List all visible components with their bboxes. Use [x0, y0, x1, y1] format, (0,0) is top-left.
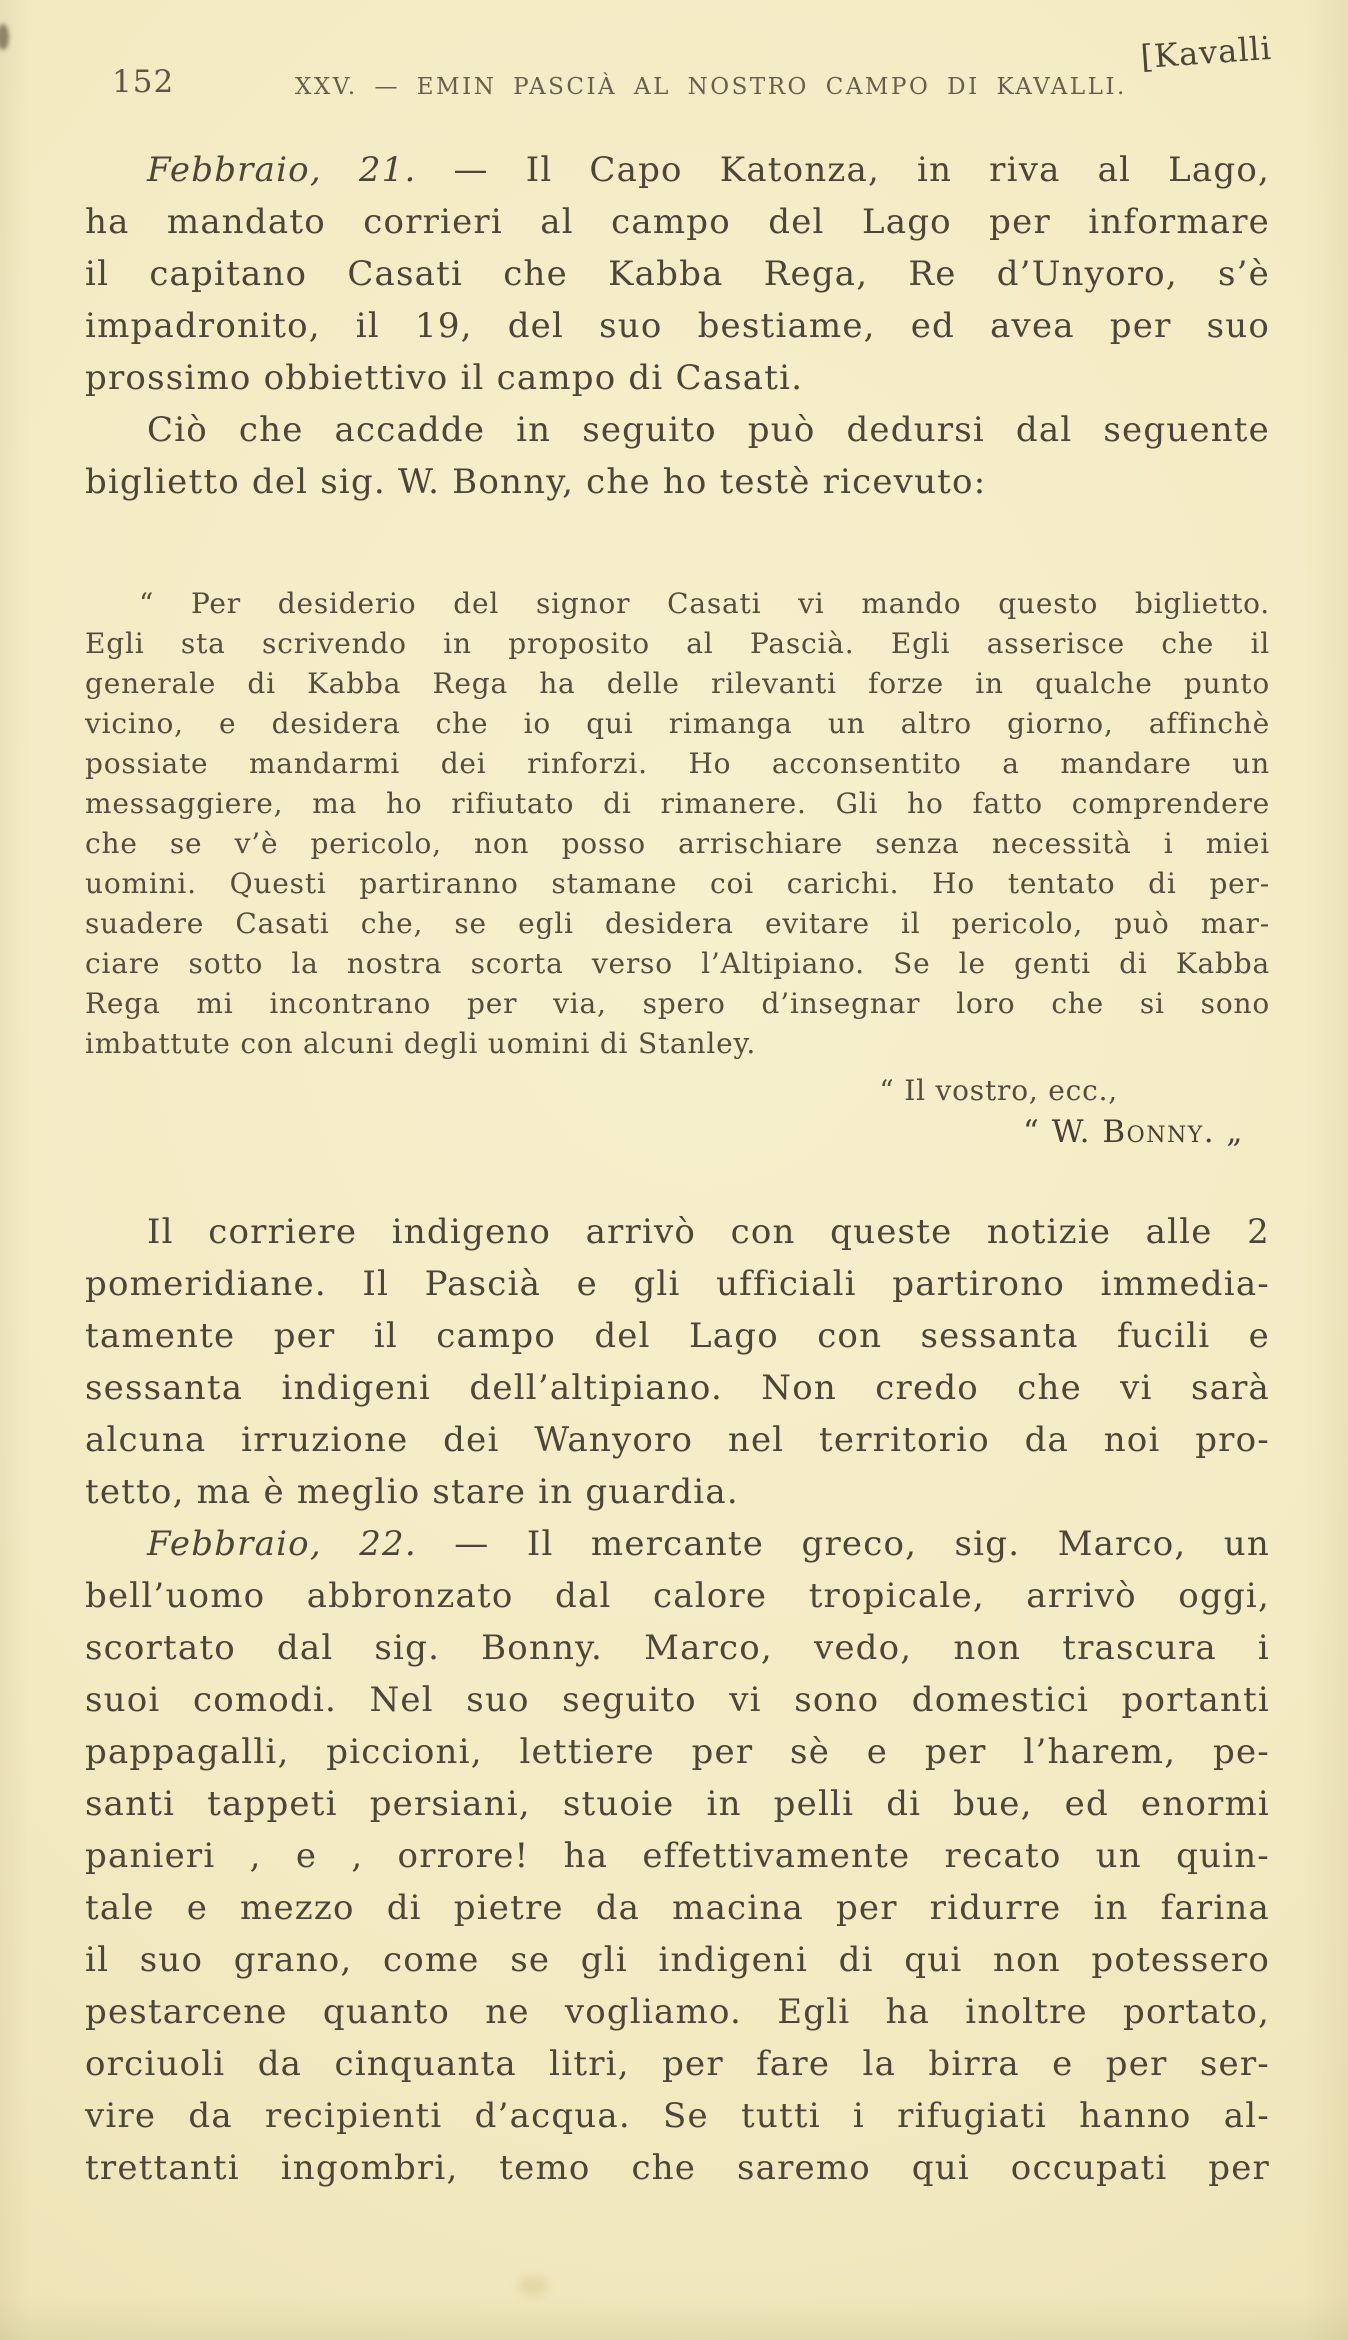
text-line: panieri , e , orrore! ha effettivamente recato un quin-	[85, 1836, 1270, 1876]
running-title: XXV. — EMIN PASCIÀ AL NOSTRO CAMPO DI KAVALLI.	[295, 74, 1127, 100]
text-line: che se v’è pericolo, non posso arrischiare senza necessità i miei	[85, 827, 1270, 860]
text-line: Egli sta scrivendo in proposito al Pascià. Egli asserisce che il	[85, 627, 1270, 660]
text-line: messaggiere, ma ho rifiutato di rimanere. Gli ho fatto comprendere	[85, 787, 1270, 820]
paper-blemish-corner	[0, 24, 9, 50]
text-line: il suo grano, come se gli indigeni di qui non potessero	[85, 1940, 1270, 1980]
text-line: Febbraio, 22. — Il mercante greco, sig. Marco, un	[147, 1524, 1270, 1564]
text-line: Febbraio, 21. — Il Capo Katonza, in riva al Lago,	[147, 150, 1270, 190]
text-line: ha mandato corrieri al campo del Lago per informare	[85, 202, 1270, 242]
text-line: imbattute con alcuni degli uomini di Stanley.	[85, 1027, 757, 1060]
text-line: alcuna irruzione dei Wanyoro nel territorio da noi pro-	[85, 1420, 1270, 1460]
text-line: generale di Kabba Rega ha delle rilevanti forze in qualche punto	[85, 667, 1270, 700]
letter-body	[85, 584, 1270, 1064]
text-line: trettanti ingombri, temo che saremo qui occupati per	[85, 2148, 1270, 2188]
text-line: suoi comodi. Nel suo seguito vi sono domestici portanti	[85, 1680, 1270, 1720]
text-line: “ Per desiderio del signor Casati vi mando questo biglietto.	[139, 587, 1270, 620]
text-line: suadere Casati che, se egli desidera evitare il pericolo, può mar-	[85, 907, 1270, 940]
text-line: uomini. Questi partiranno stamane coi carichi. Ho tentato di per-	[85, 867, 1270, 900]
quoted-letter	[85, 584, 1270, 1153]
text-line: pomeridiane. Il Pascià e gli ufficiali partirono immedia-	[85, 1264, 1270, 1304]
text-line: pappagalli, piccioni, lettiere per sè e per l’harem, pe-	[85, 1732, 1270, 1772]
text-line: santi tappeti persiani, stuoie in pelli di bue, ed enormi	[85, 1784, 1270, 1824]
text-line: tetto, ma è meglio stare in guardia.	[85, 1472, 739, 1512]
text-line: sessanta indigeni dell’altipiano. Non credo che vi sarà	[85, 1368, 1270, 1408]
body-text-upper	[85, 144, 1270, 508]
text-line: impadronito, il 19, del suo bestiame, ed avea per suo	[85, 306, 1270, 346]
text-line: vicino, e desidera che io qui rimanga un altro giorno, affinchè	[85, 707, 1270, 740]
paragraph-il-corriere	[85, 1206, 1270, 1518]
text-line: Ciò che accadde in seguito può dedursi dal seguente	[147, 410, 1270, 450]
paper-blemish-bottom	[518, 2276, 548, 2296]
paragraph-febbraio-21	[85, 144, 1270, 404]
text-line: biglietto del sig. W. Bonny, che ho testè ricevuto:	[85, 462, 987, 502]
text-line: vire da recipienti d’acqua. Se tutti i rifugiati hanno al-	[85, 2096, 1270, 2136]
body-text-lower	[85, 1206, 1270, 2194]
text-line: pestarcene quanto ne vogliamo. Egli ha inoltre portato,	[85, 1992, 1270, 2032]
letter-valediction: “ Il vostro, ecc.,	[879, 1074, 1118, 1107]
text-line: tale e mezzo di pietre da macina per ridurre in farina	[85, 1888, 1270, 1928]
page-number: 152	[112, 64, 175, 100]
text-line: ciare sotto la nostra scorta verso l’Altipiano. Se le genti di Kabba	[85, 947, 1270, 980]
letter-signature: “ W. Bonny. „	[1023, 1114, 1244, 1150]
text-line: Il corriere indigeno arrivò con queste notizie alle 2	[147, 1212, 1270, 1252]
text-line: tamente per il campo del Lago con sessanta fucili e	[85, 1316, 1270, 1356]
text-line: possiate mandarmi dei rinforzi. Ho acconsentito a mandare un	[85, 747, 1270, 780]
paragraph-cio-che-accadde	[85, 404, 1270, 508]
text-line: orciuoli da cinquanta litri, per fare la birra e per ser-	[85, 2044, 1270, 2084]
catchword-kavalli: [Kavalli	[1139, 28, 1274, 76]
text-line: bell’uomo abbronzato dal calore tropicale, arrivò oggi,	[85, 1576, 1270, 1616]
text-line: prossimo obbiettivo il campo di Casati.	[85, 358, 804, 398]
text-line: Rega mi incontrano per via, spero d’insegnar loro che si sono	[85, 987, 1270, 1020]
text-line: scortato dal sig. Bonny. Marco, vedo, non trascura i	[85, 1628, 1270, 1668]
text-line: il capitano Casati che Kabba Rega, Re d’Unyoro, s’è	[85, 254, 1270, 294]
paragraph-febbraio-22	[85, 1518, 1270, 2194]
